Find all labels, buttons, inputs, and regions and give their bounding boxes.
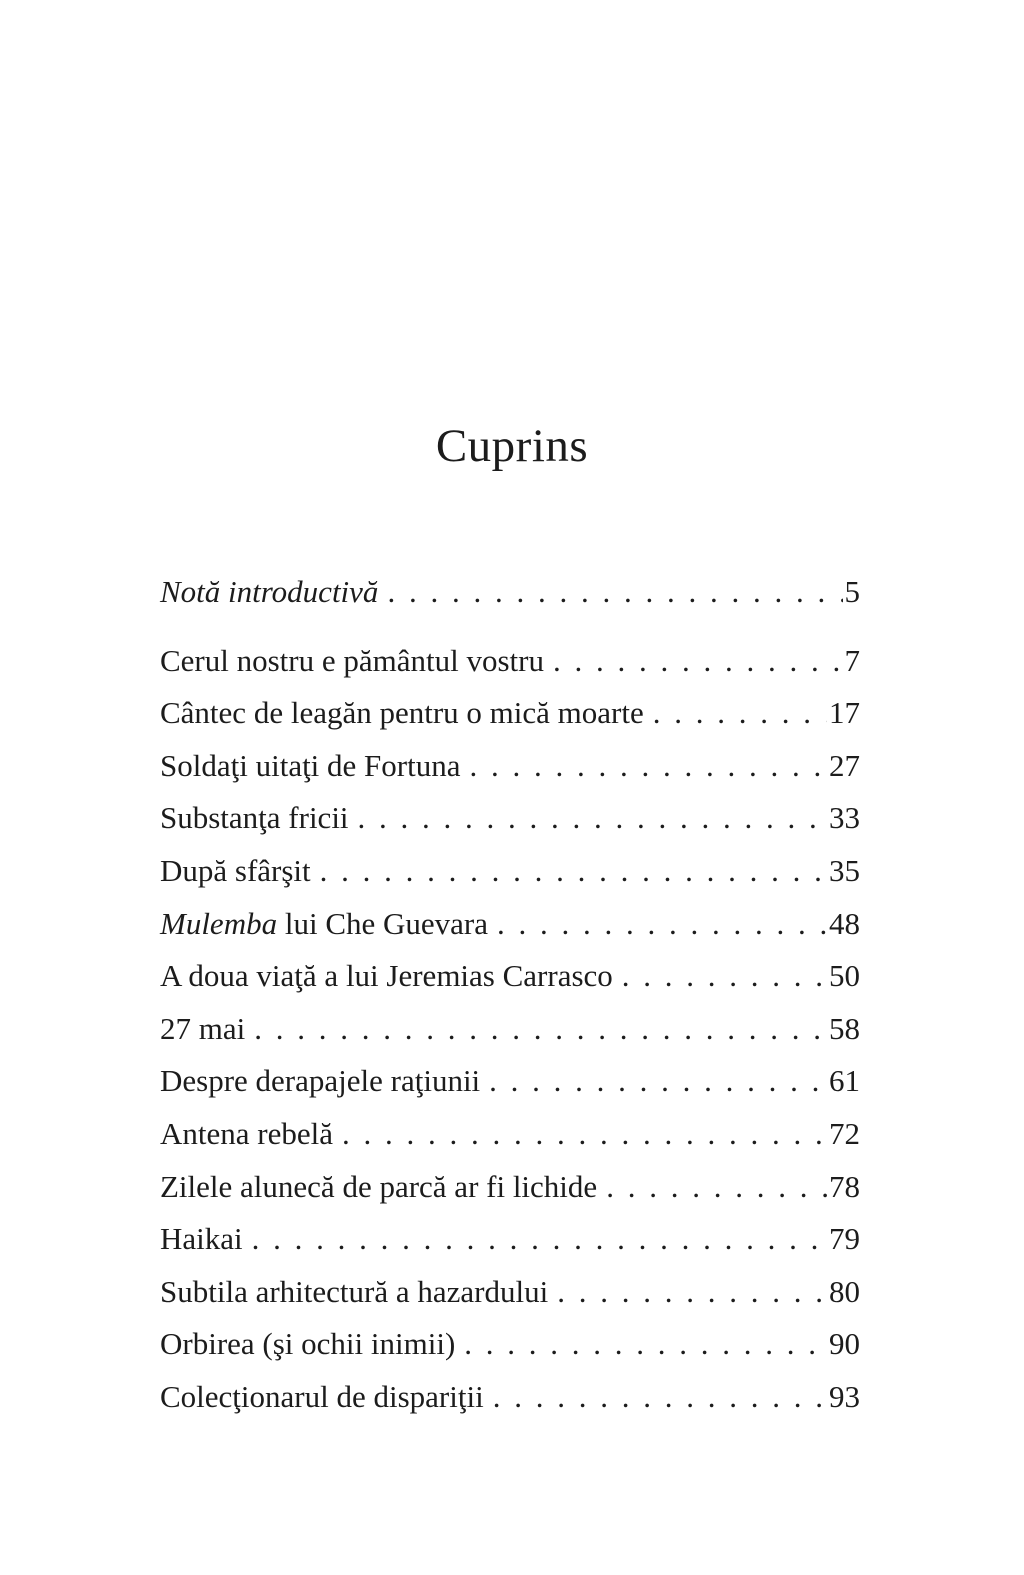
toc-entry — [160, 740, 860, 793]
toc-title-segment: Orbirea (şi ochii inimii) — [160, 1326, 456, 1362]
toc-title-segment: A doua viaţă a lui Jeremias Carrasco — [160, 958, 613, 994]
toc-title-segment: După sfârşit — [160, 852, 311, 888]
dot-leader — [653, 687, 827, 740]
toc-entry-page: 93 — [829, 1378, 860, 1414]
dot-leader — [497, 898, 827, 951]
toc-entry — [160, 1266, 860, 1319]
toc-entry-page: 79 — [829, 1221, 860, 1257]
toc-entry — [160, 1371, 860, 1424]
dot-leader — [464, 1318, 827, 1371]
page-title: Cuprins — [435, 420, 589, 472]
toc-entry-title — [160, 898, 488, 951]
toc-title-segment: Colecţionarul de dispariţii — [160, 1378, 484, 1414]
toc-entry-page: 7 — [844, 642, 860, 678]
toc-entry — [160, 792, 860, 845]
toc-entry-page: 50 — [829, 958, 860, 994]
dot-leader — [320, 845, 827, 898]
toc-entry-title — [160, 1318, 455, 1371]
toc-entry-title — [160, 566, 378, 619]
toc-entry-title — [160, 1161, 597, 1214]
toc-title-italic-segment: Mulemba — [160, 905, 278, 941]
toc-entry-page: 35 — [829, 852, 860, 888]
toc-title-segment: lui Che Guevara — [277, 905, 488, 941]
dot-leader — [606, 1161, 827, 1214]
dot-leader — [358, 792, 827, 845]
toc-entry — [160, 1003, 860, 1056]
toc-entry-title — [160, 1213, 243, 1266]
dot-leader — [622, 950, 827, 1003]
toc-title-segment: Subtila arhitectură a hazardului — [160, 1273, 549, 1309]
toc-title-segment: 27 mai — [160, 1010, 246, 1046]
toc-title-segment: Haikai — [160, 1221, 243, 1257]
toc-entry — [160, 1055, 860, 1108]
toc-entry — [160, 950, 860, 1003]
toc-entry-title — [160, 687, 644, 740]
dot-leader — [342, 1108, 827, 1161]
toc-entry — [160, 898, 860, 951]
dot-leader — [493, 1371, 827, 1424]
toc-entry — [160, 845, 860, 898]
toc-entry-title — [160, 1371, 484, 1424]
dot-leader — [489, 1055, 827, 1108]
toc-entry-title — [160, 845, 311, 898]
toc-entry-page: 48 — [829, 905, 860, 941]
toc-title-italic-segment: Notă introductivă — [160, 574, 379, 609]
toc-entry-page: 78 — [829, 1168, 860, 1204]
toc-entry-page: 61 — [829, 1063, 860, 1099]
toc-title-segment: Substanţa fricii — [160, 800, 349, 836]
toc-title-segment: Zilele alunecă de parcă ar fi lichide — [160, 1168, 598, 1204]
dot-leader — [252, 1213, 827, 1266]
toc-entry — [160, 1318, 860, 1371]
toc-entry — [160, 687, 860, 740]
toc-entry-page: 33 — [829, 800, 860, 836]
toc-entry-page: 5 — [844, 574, 860, 609]
toc-list — [160, 566, 860, 1424]
toc-title-segment: Despre derapajele raţiunii — [160, 1063, 481, 1099]
toc-entry-title — [160, 740, 461, 793]
toc-entry — [160, 1108, 860, 1161]
toc-entry-page: 80 — [829, 1273, 860, 1309]
toc-entry-page: 90 — [829, 1326, 860, 1362]
toc-title-segment: Soldaţi uitaţi de Fortuna — [160, 747, 461, 783]
toc-entry-page: 17 — [829, 695, 860, 731]
toc-entry — [160, 1213, 860, 1266]
toc-entry-title — [160, 1266, 548, 1319]
toc-entry-title — [160, 1003, 245, 1056]
dot-leader — [470, 740, 828, 793]
toc-title-segment: Cerul nostru e pământul vostru — [160, 642, 544, 678]
toc-title-segment: Antena rebelă — [160, 1115, 333, 1151]
dot-leader — [557, 1266, 827, 1319]
toc-entry-page: 58 — [829, 1010, 860, 1046]
toc-entry-page: 27 — [829, 747, 860, 783]
toc-title-segment: Cântec de leagăn pentru o mică moarte — [160, 695, 644, 731]
toc-entry-title — [160, 792, 349, 845]
dot-leader — [553, 635, 843, 688]
toc-entry-title — [160, 950, 613, 1003]
toc-entry — [160, 1161, 860, 1214]
toc-entry — [160, 566, 860, 619]
toc-entry-title — [160, 635, 544, 688]
dot-leader — [254, 1003, 827, 1056]
dot-leader — [387, 566, 842, 619]
toc-entry — [160, 635, 860, 688]
toc-entry-page: 72 — [829, 1115, 860, 1151]
toc-entry-title — [160, 1055, 480, 1108]
toc-entry-title — [160, 1108, 333, 1161]
